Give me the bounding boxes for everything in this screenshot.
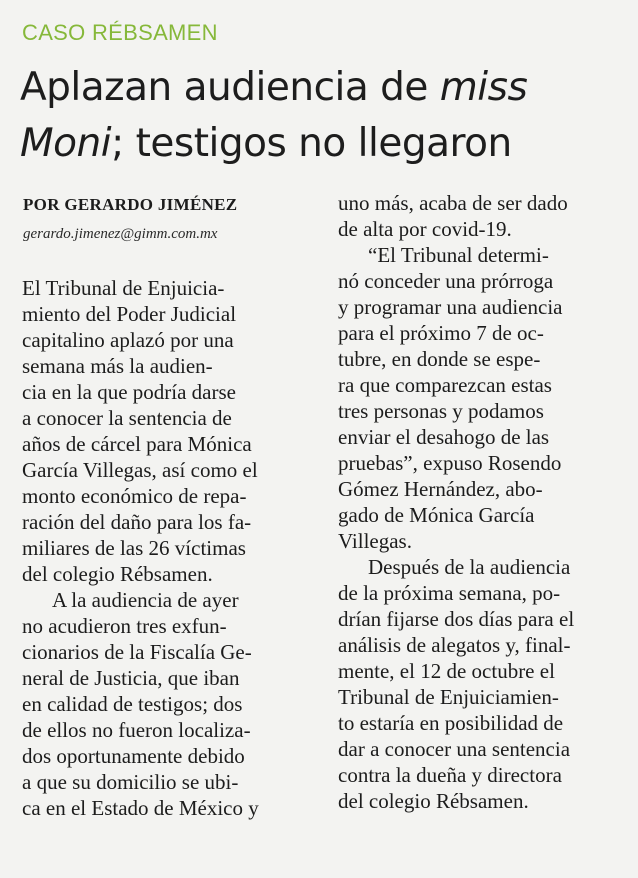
text-line: del colegio Rébsamen. — [22, 562, 213, 586]
text-line: en calidad de testigos; dos — [22, 692, 243, 716]
text-line: miento del Poder Judicial — [22, 302, 237, 326]
text-line: tubre, en donde se espe- — [338, 347, 541, 371]
text-line: drían fijarse dos días para el — [338, 607, 575, 631]
text-line: de alta por covid-19. — [338, 217, 512, 241]
article-column-right — [338, 190, 630, 814]
text-line: neral de Justicia, que iban — [22, 666, 240, 690]
headline-text: Aplazan audiencia de — [20, 65, 440, 110]
text-line: Después de la audiencia — [368, 555, 571, 579]
headline-italic-text: Moni — [20, 121, 112, 166]
text-line: dar a conocer una sentencia — [338, 737, 571, 761]
text-line: García Villegas, así como el — [22, 458, 258, 482]
headline-line-2 — [20, 116, 630, 172]
text-line: “El Tribunal determi- — [368, 243, 549, 267]
text-line: semana más la audien- — [22, 354, 213, 378]
headline-text: ; testigos no llegaron — [111, 121, 512, 166]
text-line: de ellos no fueron localiza- — [22, 718, 251, 742]
text-line: análisis de alegatos y, final- — [338, 633, 571, 657]
text-line: contra la dueña y directora — [338, 763, 562, 787]
text-line: ra que comparezcan estas — [338, 373, 552, 397]
headline-line-1 — [20, 60, 630, 116]
text-line: Gómez Hernández, abo- — [338, 477, 543, 501]
text-line: Villegas. — [338, 529, 412, 553]
text-line: A la audiencia de ayer — [52, 588, 239, 612]
text-line: pruebas”, expuso Rosendo — [338, 451, 562, 475]
text-line: ca en el Estado de México y — [22, 796, 259, 820]
text-line: del colegio Rébsamen. — [338, 789, 529, 813]
text-line: años de cárcel para Mónica — [22, 432, 252, 456]
text-line: miliares de las 26 víctimas — [22, 536, 246, 560]
text-line: to estaría en posibilidad de — [338, 711, 564, 735]
text-line: nó conceder una prórroga — [338, 269, 554, 293]
text-line: de la próxima semana, po- — [338, 581, 561, 605]
text-line: tres personas y podamos — [338, 399, 544, 423]
byline: POR GERARDO JIMÉNEZ — [23, 195, 238, 214]
headline-italic-text: miss — [439, 65, 528, 110]
text-line: ración del daño para los fa- — [22, 510, 252, 534]
text-line: enviar el desahogo de las — [338, 425, 550, 449]
text-line: no acudieron tres exfun- — [22, 614, 227, 638]
author-email: gerardo.jimenez@gimm.com.mx — [23, 226, 218, 242]
text-line: para el próximo 7 de oc- — [338, 321, 544, 345]
text-line: capitalino aplazó por una — [22, 328, 234, 352]
section-kicker: CASO RÉBSAMEN — [22, 20, 218, 45]
text-line: gado de Mónica García — [338, 503, 535, 527]
text-line: a conocer la sentencia de — [22, 406, 232, 430]
text-line: cia en la que podría darse — [22, 380, 236, 404]
text-line: a que su domicilio se ubi- — [22, 770, 239, 794]
text-line: dos oportunamente debido — [22, 744, 245, 768]
text-line: y programar una audiencia — [338, 295, 563, 319]
text-line: cionarios de la Fiscalía Ge- — [22, 640, 252, 664]
text-line: mente, el 12 de octubre el — [338, 659, 555, 683]
text-line: El Tribunal de Enjuicia- — [22, 276, 225, 300]
text-line: monto económico de repa- — [22, 484, 247, 508]
article-column-left — [22, 275, 322, 821]
text-line: uno más, acaba de ser dado — [338, 191, 568, 215]
text-line: Tribunal de Enjuiciamien- — [338, 685, 559, 709]
headline — [20, 60, 630, 172]
